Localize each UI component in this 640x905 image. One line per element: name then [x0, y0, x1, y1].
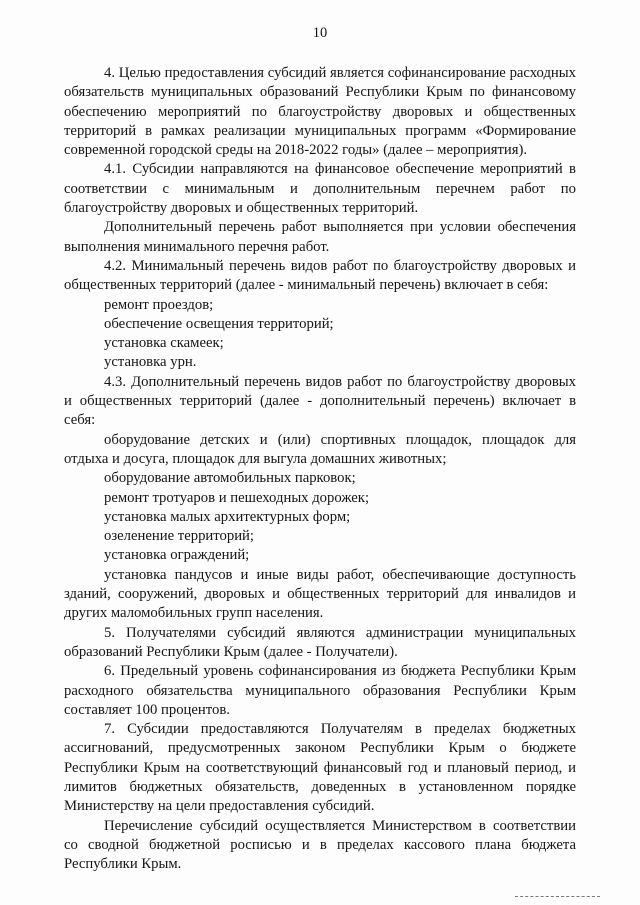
paragraph-4-2: 4.2. Минимальный перечень видов работ по благоустройству дворовых и общественных территорий (далее - минимальный перечень) включает в себя: [64, 257, 576, 294]
paragraph-4: 4. Целью предоставления субсидий является софинансирование расходных обязательств муниципальных образований Республики Крым по финансовому обеспечению мероприятий по благоустройству дворовых и общественных территорий в рамках реализации муниципальных программ «Формирование современной городской среды на 2018-2022 годы» (далее – мероприятия). [64, 65, 576, 159]
page-number: 10 [312, 25, 328, 41]
document-body [64, 64, 576, 874]
list-item: ремонт тротуаров и пешеходных дорожек; [104, 489, 370, 506]
list-item: ремонт проездов; [104, 296, 214, 313]
scan-edge-mark [515, 896, 600, 897]
list-item: оборудование автомобильных парковок; [104, 470, 356, 487]
additional-works-list [64, 431, 576, 624]
paragraph-4-3: 4.3. Дополнительный перечень видов работ по благоустройству дворовых и общественных территорий (далее - дополнительный перечень) включает в себя: [64, 373, 576, 429]
list-item: установка скамеек; [104, 335, 224, 352]
minimal-works-list [64, 296, 576, 373]
paragraph-4-1: 4.1. Субсидии направляются на финансовое обеспечение мероприятий в соответствии с минимальным и дополнительным перечнем работ по благоустройству дворовых и общественных территорий. [64, 161, 576, 217]
list-item: озеленение территорий; [104, 528, 255, 545]
paragraph-transfer: Перечисление субсидий осуществляется Министерством в соответствии со сводной бюджетной росписью и в пределах кассового плана бюджета Республики Крым. [64, 817, 576, 873]
list-item: установка пандусов и иные виды работ, обеспечивающие доступность зданий, сооружений, дворовых и общественных территорий для инвалидов и других маломобильных групп населения. [64, 566, 576, 622]
list-item: установка урн. [104, 354, 197, 371]
list-item: установка малых архитектурных форм; [104, 508, 351, 525]
paragraph-additional-condition: Дополнительный перечень работ выполняется при условии обеспечения выполнения минимального перечня работ. [64, 219, 576, 255]
list-item: установка ограждений; [104, 547, 250, 564]
paragraph-5: 5. Получателями субсидий являются администрации муниципальных образований Республики Крым (далее - Получатели). [64, 624, 576, 660]
list-item: обеспечение освещения территорий; [104, 315, 334, 332]
paragraph-6: 6. Предельный уровень софинансирования из бюджета Республики Крым расходного обязательства муниципального образования Республики Крым составляет 100 процентов. [64, 663, 576, 718]
list-item: оборудование детских и (или) спортивных площадок, площадок для отдыха и досуга, площадок для выгула домашних животных; [64, 431, 576, 467]
paragraph-7: 7. Субсидии предоставляются Получателям в пределах бюджетных ассигнований, предусмотренных законом Республики Крым о бюджете Республики Крым на соответствующий финансовый год и плановый период, и лимитов бюджетных обязательств, доведенных в установленном порядке Министерству на цели предоставления субсидий. [64, 721, 576, 815]
